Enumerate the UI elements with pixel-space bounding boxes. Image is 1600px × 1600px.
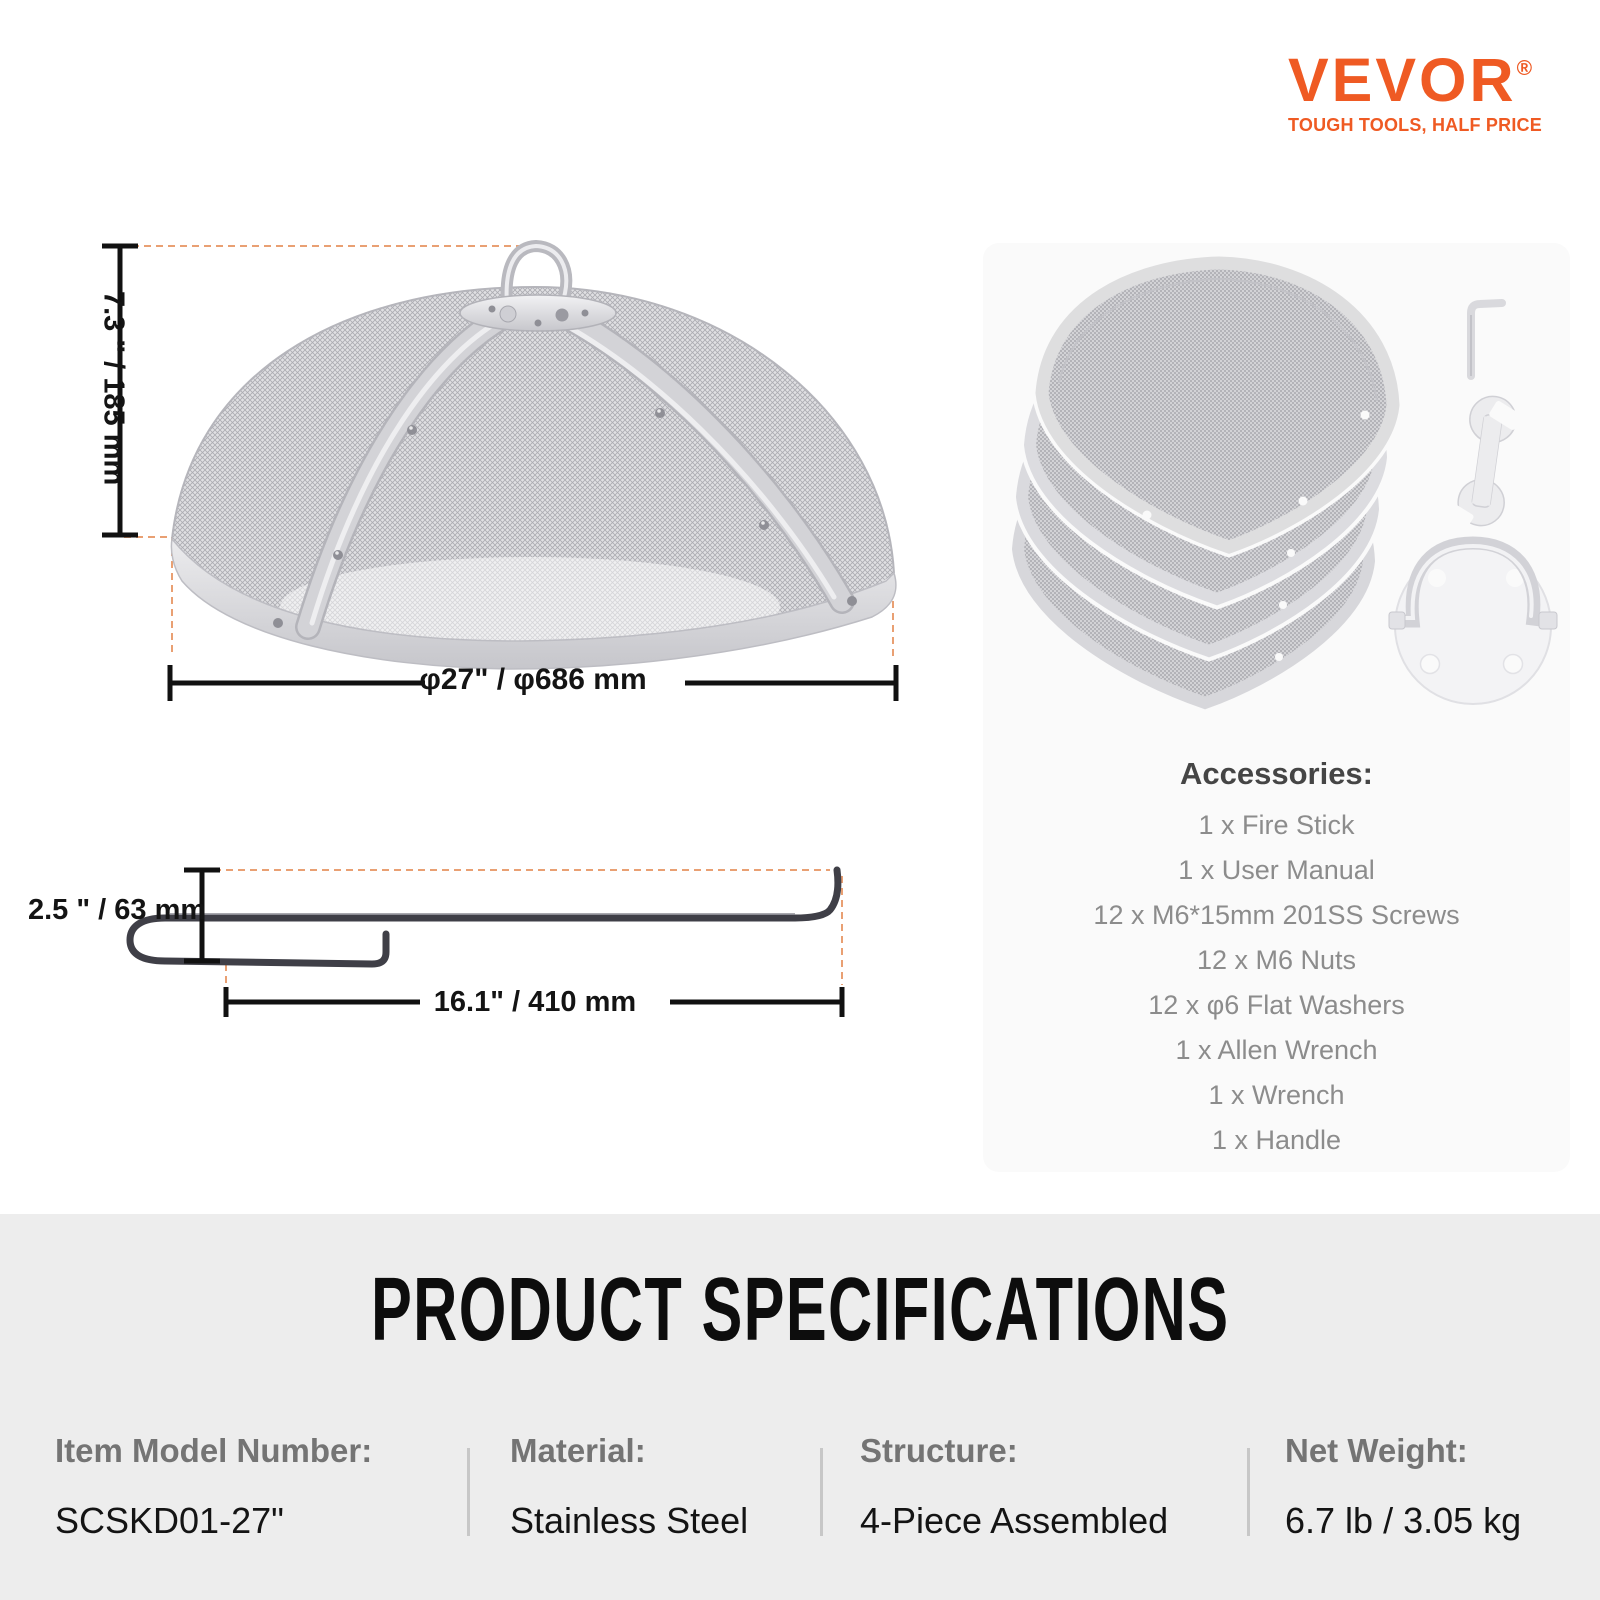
spec-value-weight: 6.7 lb / 3.05 kg <box>1285 1500 1522 1541</box>
spec-label-material: Material: <box>510 1432 646 1469</box>
accessories-images <box>983 243 1570 743</box>
spec-value-structure: 4-Piece Assembled <box>860 1500 1169 1541</box>
spec-label-model: Item Model Number: <box>55 1432 373 1469</box>
brand-wordmark: VEVOR <box>1288 46 1517 114</box>
accessory-item: 1 x Wrench <box>1208 1080 1345 1110</box>
accessory-item: 1 x Fire Stick <box>1198 810 1355 840</box>
handle-image <box>1389 543 1557 704</box>
specifications-title-text: PRODUCT SPECIFICATIONS <box>370 1260 1230 1360</box>
stick-length-dimension-label: 16.1" / 410 mm <box>433 986 637 1018</box>
fire-stick-rod <box>130 870 838 964</box>
brand-name <box>1288 38 1568 114</box>
accessories-title: Accessories: <box>1179 756 1373 791</box>
specifications-title <box>0 1260 1600 1360</box>
spec-divider <box>467 1448 470 1536</box>
spec-label-weight: Net Weight: <box>1285 1432 1468 1469</box>
dome-mesh <box>172 287 894 657</box>
accessory-item: 12 x M6 Nuts <box>1196 945 1357 975</box>
stick-height-dimension-label: 2.5 " / 63 mm <box>28 894 207 926</box>
accessory-item: 12 x M6*15mm 201SS Screws <box>1093 900 1460 930</box>
accessory-item: 1 x Allen Wrench <box>1175 1035 1378 1065</box>
spec-value-model: SCSKD01-27" <box>55 1500 284 1541</box>
spec-label-structure: Structure: <box>860 1432 1018 1469</box>
accessory-item: 12 x φ6 Flat Washers <box>1148 990 1405 1020</box>
leader-lines <box>202 870 842 985</box>
cover-diameter-dimension-label: φ27" / φ686 mm <box>419 663 647 696</box>
spark-screen-cover-image <box>40 225 920 730</box>
cover-height-dimension-label: 7.3 " / 185 mm <box>97 290 130 486</box>
spec-value-material: Stainless Steel <box>510 1500 749 1541</box>
disassembled-panels-image <box>1018 263 1393 703</box>
spec-divider <box>1247 1448 1250 1536</box>
spec-divider <box>820 1448 823 1536</box>
wrench-image <box>1438 391 1525 537</box>
accessory-item: 1 x Handle <box>1211 1125 1342 1155</box>
allen-wrench-image <box>1471 303 1502 376</box>
accessories-list <box>983 803 1570 1163</box>
accessory-item: 1 x User Manual <box>1178 855 1375 885</box>
brand-logo <box>1288 38 1568 136</box>
registered-trademark-icon: ® <box>1516 57 1533 80</box>
brand-tagline: TOUGH TOOLS, HALF PRICE <box>1288 115 1542 135</box>
